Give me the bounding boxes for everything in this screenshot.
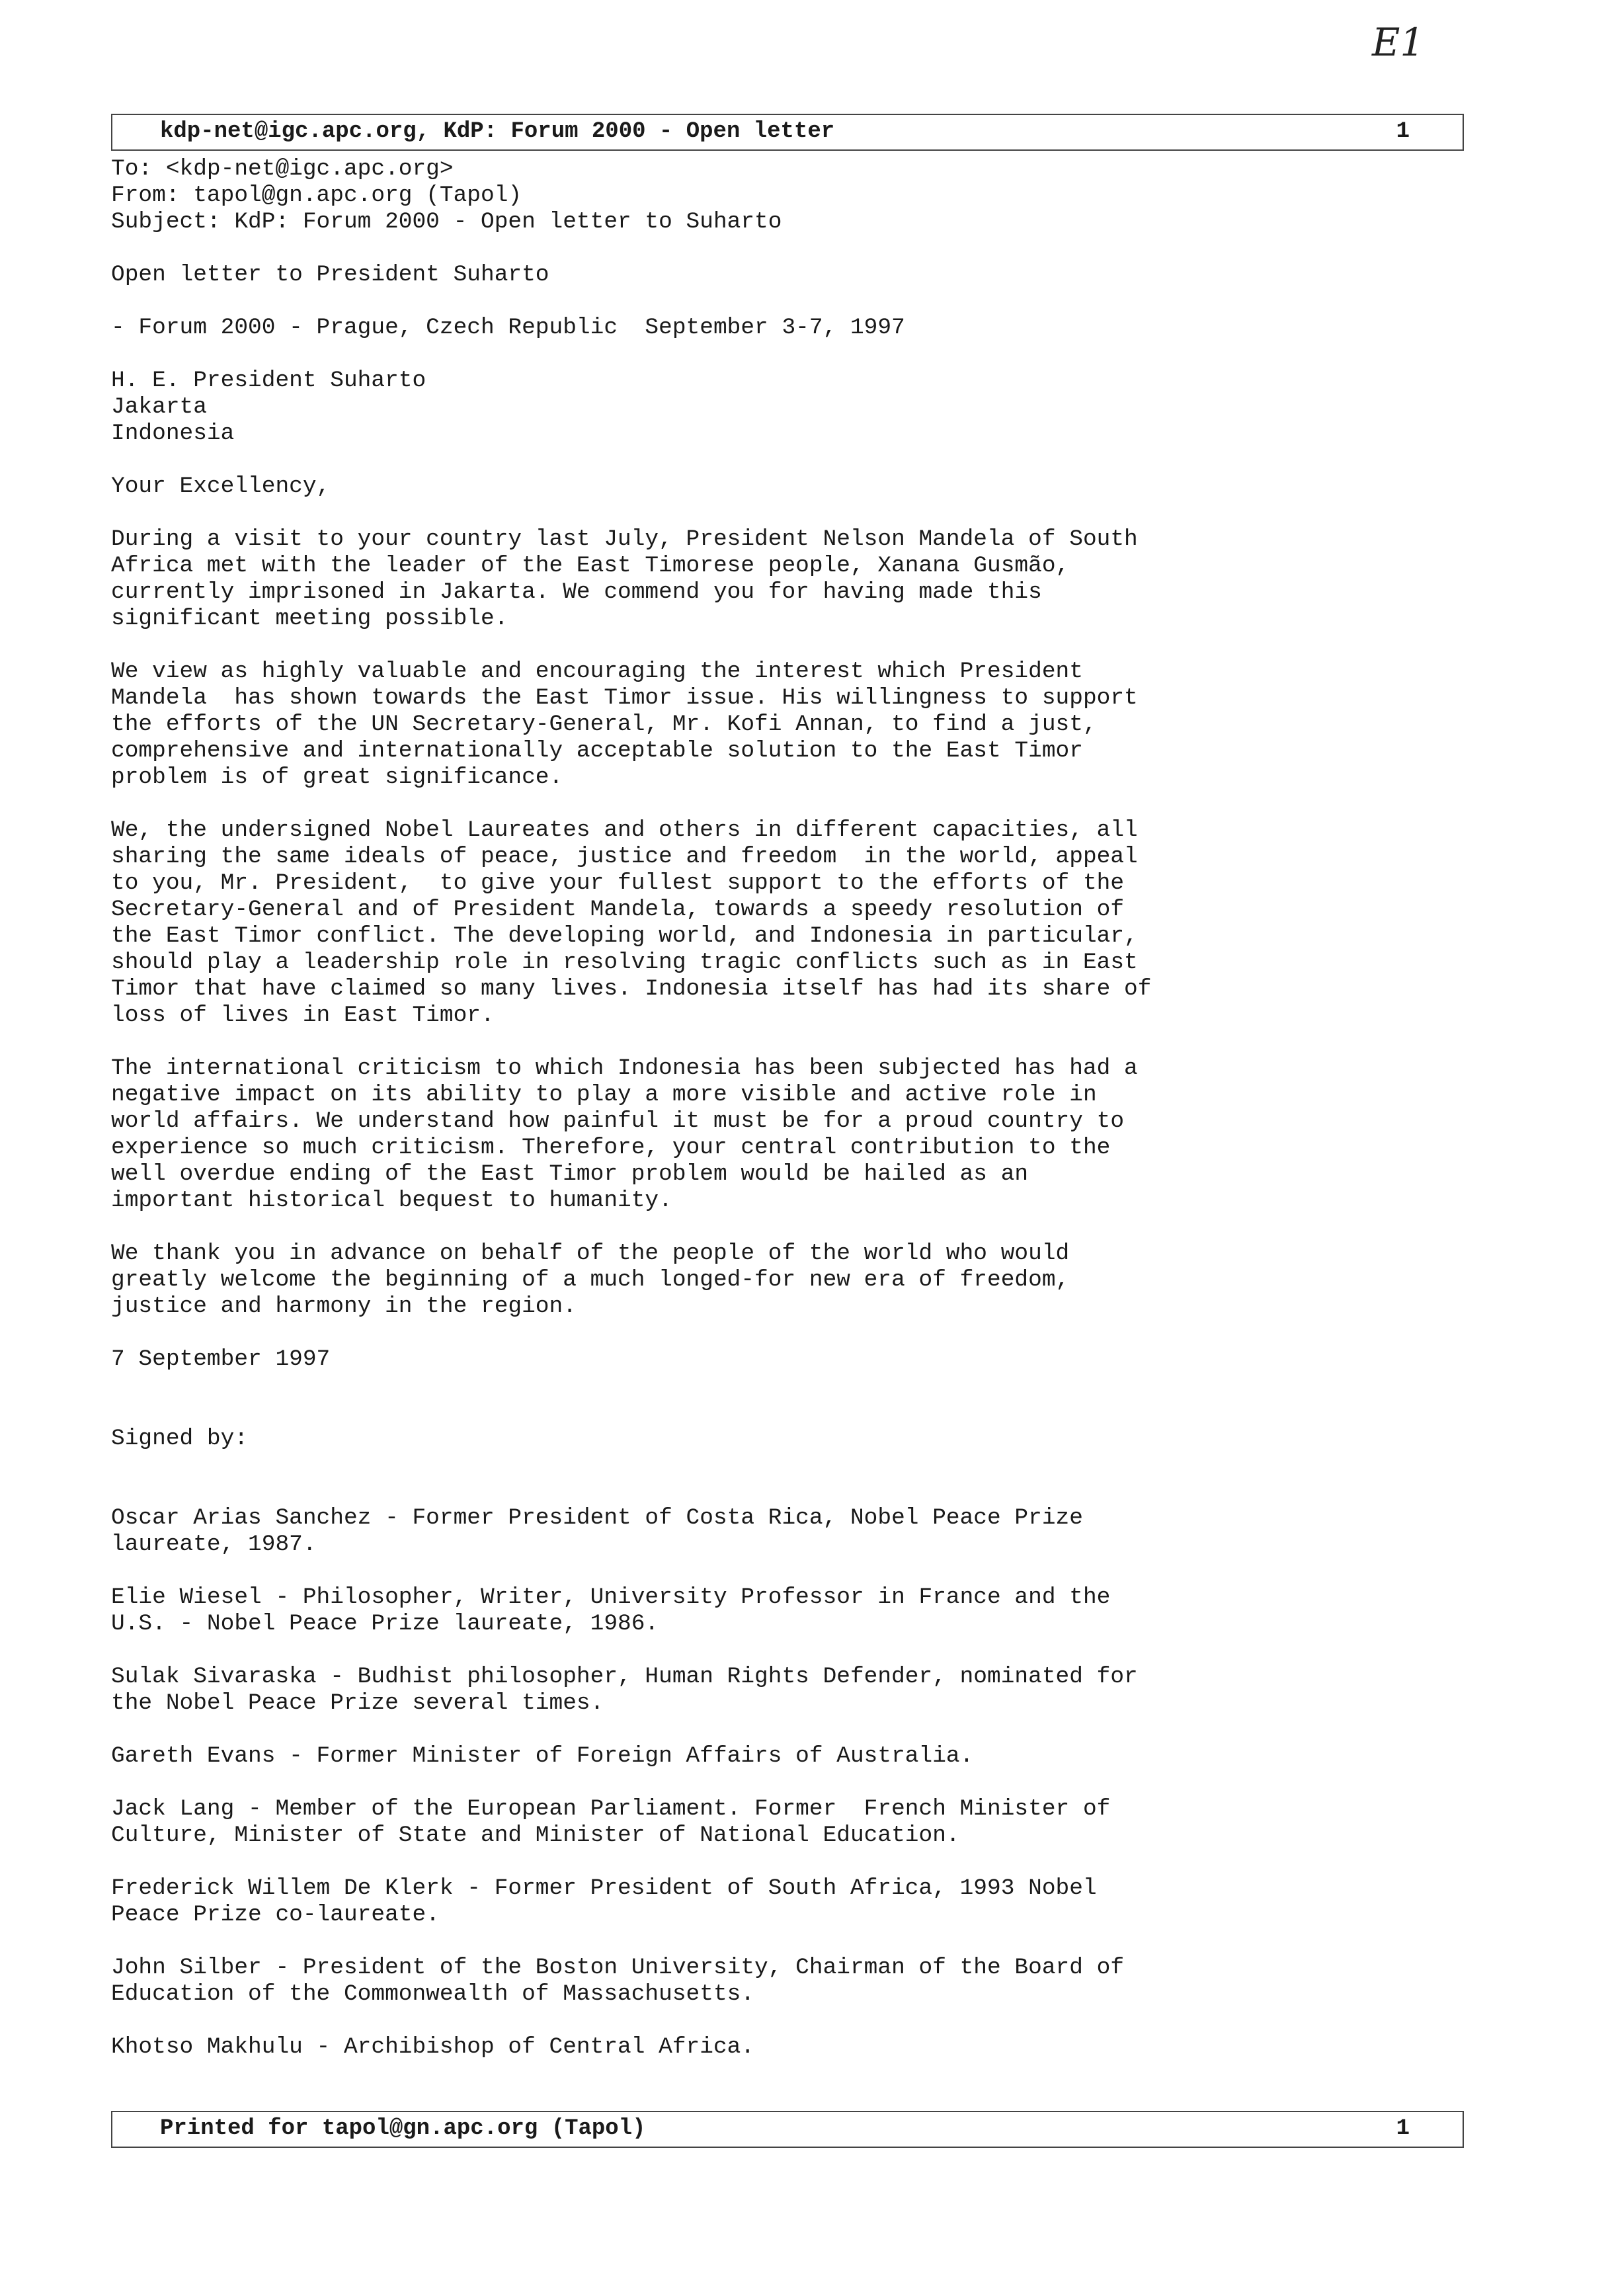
signatory-line: Elie Wiesel - Philosopher, Writer, University Professor in France and the xyxy=(111,1584,1111,1610)
paragraph-line: The international criticism to which Indonesia has been subjected has had a xyxy=(111,1055,1138,1081)
paragraph-line: justice and harmony in the region. xyxy=(111,1293,577,1319)
paragraph-line: We view as highly valuable and encouraging the interest which President xyxy=(111,659,1083,684)
paragraph-line: problem is of great significance. xyxy=(111,764,563,790)
header-bar xyxy=(111,114,1464,151)
letter-paragraph xyxy=(111,526,1420,632)
signatory-line: Peace Prize co-laureate. xyxy=(111,1902,440,1928)
paragraph-line: Mandela has shown towards the East Timor issue. His willingness to support xyxy=(111,685,1138,711)
signatory-entry xyxy=(111,1505,1420,1558)
email-subject: Subject: KdP: Forum 2000 - Open letter to Suharto xyxy=(111,209,782,235)
email-from: From: tapol@gn.apc.org (Tapol) xyxy=(111,183,522,208)
footer-title: Printed for tapol@gn.apc.org (Tapol) xyxy=(160,2116,646,2141)
letter-paragraph xyxy=(111,1055,1420,1214)
signatory-entry xyxy=(111,2034,1420,2061)
signatory-line: Frederick Willem De Klerk - Former President of South Africa, 1993 Nobel xyxy=(111,1875,1097,1901)
signed-by-label: Signed by: xyxy=(111,1426,249,1452)
email-to: To: <kdp-net@igc.apc.org> xyxy=(111,156,454,182)
signatory-line: Jack Lang - Member of the European Parliament. Former French Minister of xyxy=(111,1796,1111,1822)
signatory-line: Khotso Makhulu - Archibishop of Central Africa. xyxy=(111,2034,755,2060)
salutation: Your Excellency, xyxy=(111,473,331,499)
paragraph-line: comprehensive and internationally acceptable solution to the East Timor xyxy=(111,738,1083,764)
paragraph-line: We thank you in advance on behalf of the people of the world who would xyxy=(111,1241,1070,1266)
event-line: - Forum 2000 - Prague, Czech Republic September 3-7, 1997 xyxy=(111,315,905,341)
signatory-line: John Silber - President of the Boston University, Chairman of the Board of xyxy=(111,1955,1125,1981)
address-line: H. E. President Suharto xyxy=(111,368,426,393)
letter-date: 7 September 1997 xyxy=(111,1346,331,1372)
paragraph-line: significant meeting possible. xyxy=(111,606,508,632)
signatory-entry xyxy=(111,1875,1420,1928)
paragraph-line: world affairs. We understand how painful it must be for a proud country to xyxy=(111,1108,1125,1134)
signatory-line: Oscar Arias Sanchez - Former President of Costa Rica, Nobel Peace Prize xyxy=(111,1505,1083,1531)
letter-body xyxy=(111,156,1420,2061)
paragraph-line: to you, Mr. President, to give your fullest support to the efforts of the xyxy=(111,870,1125,896)
address-line: Indonesia xyxy=(111,421,235,446)
paragraph-line: should play a leadership role in resolving tragic conflicts such as in East xyxy=(111,950,1138,975)
signatory-line: Sulak Sivaraska - Budhist philosopher, Human Rights Defender, nominated for xyxy=(111,1664,1138,1690)
letter-heading: Open letter to President Suharto xyxy=(111,262,549,288)
paragraph-line: Secretary-General and of President Mandela, towards a speedy resolution of xyxy=(111,897,1125,922)
paragraph-line: During a visit to your country last July, President Nelson Mandela of South xyxy=(111,526,1138,552)
paragraph-line: important historical bequest to humanity. xyxy=(111,1188,672,1213)
paragraph-line: We, the undersigned Nobel Laureates and others in different capacities, all xyxy=(111,817,1138,843)
paragraph-line: loss of lives in East Timor. xyxy=(111,1003,495,1028)
signatory-entry xyxy=(111,1796,1420,1849)
signatory-entry xyxy=(111,1664,1420,1717)
signatory-entry xyxy=(111,1743,1420,1770)
handwritten-mark: E1 xyxy=(1372,20,1425,65)
signatory-line: the Nobel Peace Prize several times. xyxy=(111,1690,604,1716)
footer-bar xyxy=(111,2111,1464,2148)
letter-paragraph xyxy=(111,817,1420,1029)
letter-paragraph xyxy=(111,1241,1420,1320)
paragraph-line: the efforts of the UN Secretary-General, Mr. Kofi Annan, to find a just, xyxy=(111,712,1097,737)
paragraph-line: well overdue ending of the East Timor problem would be hailed as an xyxy=(111,1161,1029,1187)
signatory-entry xyxy=(111,1584,1420,1637)
paragraph-line: Africa met with the leader of the East Timorese people, Xanana Gusmão, xyxy=(111,553,1070,579)
paragraph-line: experience so much criticism. Therefore, your central contribution to the xyxy=(111,1135,1111,1161)
paragraph-line: negative impact on its ability to play a more visible and active role in xyxy=(111,1082,1097,1108)
signatory-line: laureate, 1987. xyxy=(111,1532,317,1557)
signatory-line: Gareth Evans - Former Minister of Foreign Affairs of Australia. xyxy=(111,1743,974,1769)
letter-paragraphs xyxy=(111,526,1420,1346)
paragraph-line: greatly welcome the beginning of a much longed-for new era of freedom, xyxy=(111,1267,1070,1293)
signatory-line: Culture, Minister of State and Minister of National Education. xyxy=(111,1823,960,1848)
signatory-line: Education of the Commonwealth of Massachusetts. xyxy=(111,1981,755,2007)
recipient-address xyxy=(111,368,1420,447)
header-title: kdp-net@igc.apc.org, KdP: Forum 2000 - Open letter xyxy=(160,119,835,144)
footer-page-number: 1 xyxy=(1396,2116,1410,2141)
signatory-entry xyxy=(111,1955,1420,2008)
letter-paragraph xyxy=(111,659,1420,791)
paragraph-line: currently imprisoned in Jakarta. We commend you for having made this xyxy=(111,579,1042,605)
paragraph-line: Timor that have claimed so many lives. Indonesia itself has had its share of xyxy=(111,976,1152,1002)
address-line: Jakarta xyxy=(111,394,207,420)
signatory-line: U.S. - Nobel Peace Prize laureate, 1986. xyxy=(111,1611,659,1637)
header-page-number: 1 xyxy=(1396,119,1410,144)
signatory-list xyxy=(111,1505,1420,2061)
paragraph-line: the East Timor conflict. The developing world, and Indonesia in particular, xyxy=(111,923,1138,949)
paragraph-line: sharing the same ideals of peace, justice and freedom in the world, appeal xyxy=(111,844,1138,870)
